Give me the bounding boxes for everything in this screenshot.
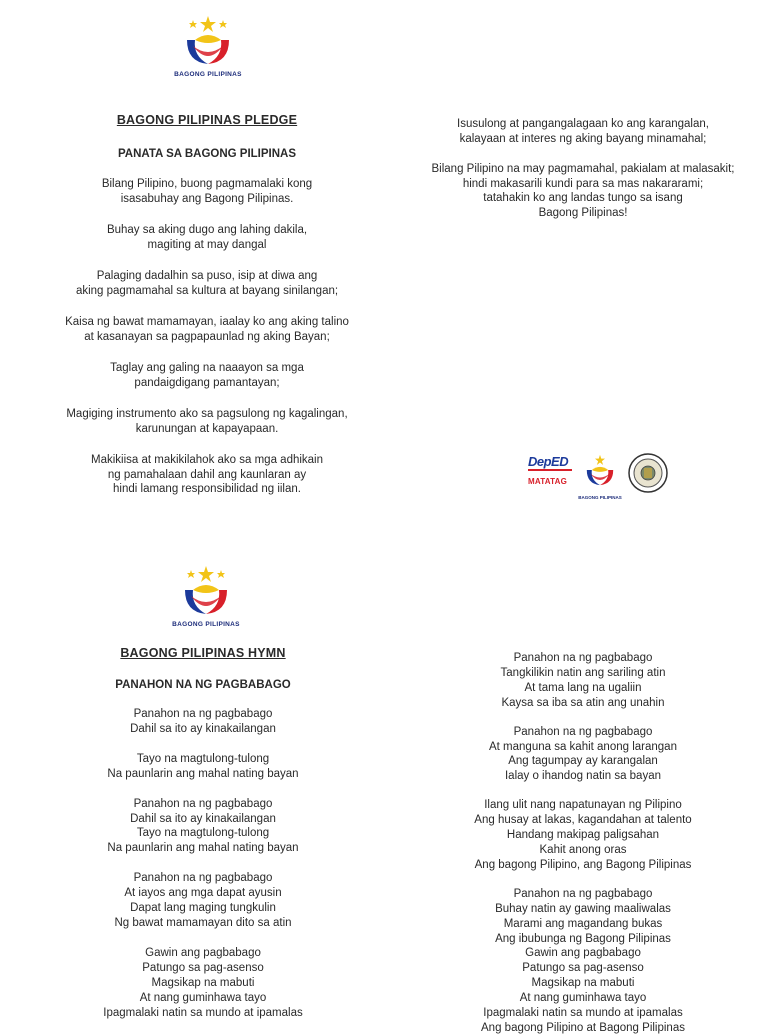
pledge-stanza	[50, 269, 364, 298]
stanza-line: karunungan at kapayapaan.	[135, 422, 279, 435]
stanza-line: Taglay ang galing na naaayon sa mga	[110, 362, 304, 374]
stanza-line: pandaigdigang pamantayan;	[134, 376, 280, 389]
hymn-stanza	[418, 725, 748, 785]
hymn-line: Dapat lang maging tungkulin	[130, 902, 276, 915]
stanza-line: Magiging instrumento ako sa pagsulong ng kagalingan,	[66, 408, 348, 420]
hymn-line: Buhay natin ay gawing maaliwalas	[495, 902, 671, 915]
stanza-line: hindi makasarili kundi para sa mas nakararami;	[462, 177, 704, 190]
pledge-stanza	[50, 361, 364, 390]
hymn-line: Tayo na magtulong-tulong	[136, 752, 270, 765]
stanza-line: Bilang Pilipino, buong pagmamalaki kong	[101, 178, 313, 190]
hymn-line: Ipagmalaki natin sa mundo at ipamalas	[483, 1007, 683, 1020]
stanza-line: tatahakin ko ang landas tungo sa isang	[483, 192, 683, 204]
bagong-pilipinas-logo-small	[578, 450, 622, 500]
hymn-line: Dahil sa ito ay kinakailangan	[130, 722, 276, 735]
hymn-line: Na paunlarin ang mahal nating bayan	[107, 767, 299, 780]
hymn-stanza	[58, 946, 348, 1021]
bagong-pilipinas-logo-top	[173, 10, 243, 80]
hymn-line: Tangkilikin natin ang sariling atin	[500, 666, 666, 679]
hymn-line: Tayo na magtulong-tulong	[136, 827, 270, 840]
stanza-line: Palaging dadalhin sa puso, isip at diwa ang	[96, 270, 318, 282]
hymn-line: Ilang ulit nang napatunayan ng Pilipino	[484, 799, 682, 812]
bagong-pilipinas-emblem	[171, 560, 241, 620]
hymn-subtitle: PANAHON NA NG PAGBABAGO	[115, 679, 291, 691]
hymn-stanza	[58, 707, 348, 737]
hymn-line: Marami ang magandang bukas	[503, 917, 663, 930]
hymn-line: Ang bagong Pilipino at Bagong Pilipinas	[481, 1021, 685, 1034]
pledge-left-column	[50, 113, 364, 497]
hymn-stanza	[418, 798, 748, 873]
stanza-line: isasabuhay ang Bagong Pilipinas.	[120, 192, 294, 205]
logo-caption: BAGONG PILIPINAS	[578, 495, 622, 500]
pledge-right-column	[425, 117, 741, 220]
hymn-line: Kahit anong oras	[539, 843, 627, 856]
hymn-stanza	[418, 651, 748, 711]
pledge-stanza	[50, 177, 364, 206]
hymn-line: Ang tagumpay ay karangalan	[508, 755, 658, 768]
hymn-line: Panahon na ng pagbabago	[133, 797, 273, 810]
stanza-line: Bilang Pilipino na may pagmamahal, pakialam at malasakit;	[431, 163, 735, 175]
hymn-line: Na paunlarin ang mahal nating bayan	[107, 842, 299, 855]
stanza-line: Buhay sa aking dugo ang lahing dakila,	[106, 224, 308, 236]
hymn-line: Ipagmalaki natin sa mundo at ipamalas	[103, 1006, 303, 1019]
hymn-right-column	[418, 651, 748, 1036]
hymn-stanza	[58, 871, 348, 931]
hymn-line: Dahil sa ito ay kinakailangan	[130, 812, 276, 825]
hymn-line: Magsikap na mabuti	[531, 977, 635, 990]
deped-logo	[528, 455, 572, 499]
hymn-line: Patungo sa pag-asenso	[142, 961, 264, 974]
matatag-text: MATATAG	[528, 477, 568, 486]
hymn-title: BAGONG PILIPINAS HYMN	[120, 646, 286, 660]
hymn-line: At nang guminhawa tayo	[519, 992, 647, 1005]
stanza-line: ng pamahalaan dahil ang kaunlaran ay	[107, 468, 307, 481]
stanza-line: at kasanayan sa pagpapaunlad ng aking Bayan;	[84, 330, 330, 343]
hymn-line: Magsikap na mabuti	[151, 976, 255, 989]
hymn-line: At manguna sa kahit anong larangan	[489, 740, 677, 753]
deped-logo-text: DepED	[528, 455, 572, 471]
hymn-line: Ang ibubunga ng Bagong Pilipinas	[495, 932, 671, 945]
pledge-stanza	[50, 223, 364, 252]
bagong-pilipinas-emblem	[578, 450, 622, 490]
hymn-line: Handang makipag paligsahan	[506, 829, 660, 842]
stanza-line: magiting at may dangal	[147, 238, 267, 251]
logo-caption: BAGONG PILIPINAS	[174, 71, 242, 78]
pledge-stanza	[50, 315, 364, 344]
hymn-line: At nang guminhawa tayo	[139, 991, 267, 1004]
hymn-line: Panahon na ng pagbabago	[133, 708, 273, 720]
stanza-line: kalayaan at interes ng aking bayang minamahal;	[459, 132, 707, 145]
hymn-stanza	[58, 752, 348, 782]
hymn-line: Panahon na ng pagbabago	[513, 887, 653, 900]
stanza-line: aking pagmamahal sa kultura at bayang sinilangan;	[75, 284, 339, 297]
hymn-stanza	[58, 797, 348, 857]
logo-caption: BAGONG PILIPINAS	[172, 621, 240, 628]
seal-icon	[628, 453, 668, 493]
hymn-line: Gawin ang pagbabago	[145, 946, 261, 959]
hymn-line: Ng bawat mamamayan dito sa atin	[114, 916, 292, 929]
bagong-pilipinas-emblem	[173, 10, 243, 70]
hymn-line: At tama lang na ugaliin	[524, 681, 642, 694]
hymn-line: Patungo sa pag-asenso	[522, 962, 644, 975]
hymn-line: Panahon na ng pagbabago	[513, 725, 653, 738]
hymn-line: Panahon na ng pagbabago	[513, 652, 653, 664]
pledge-subtitle: PANATA SA BAGONG PILIPINAS	[117, 148, 297, 160]
pledge-stanza	[50, 407, 364, 436]
stanza-line: hindi lamang responsibilidad ng iilan.	[113, 483, 301, 495]
bagong-pilipinas-logo-hymn	[171, 560, 241, 630]
hymn-line: Ang husay at lakas, kagandahan at talento	[474, 814, 692, 827]
hymn-line: Gawin ang pagbabago	[525, 947, 641, 960]
hymn-line: Panahon na ng pagbabago	[133, 872, 273, 885]
pledge-stanza	[50, 453, 364, 497]
hymn-line: At iayos ang mga dapat ayusin	[124, 887, 282, 900]
hymn-line: Kaysa sa iba sa atin ang unahin	[501, 696, 665, 709]
hymn-line: Ang bagong Pilipino, ang Bagong Pilipinas	[474, 858, 692, 871]
official-seal-logo	[628, 453, 668, 493]
stanza-line: Makikiisa at makikilahok ako sa mga adhikain	[90, 454, 324, 466]
stanza-line: Bagong Pilipinas!	[538, 206, 628, 219]
stanza-line: Kaisa ng bawat mamamayan, iaalay ko ang aking talino	[65, 316, 349, 328]
pledge-stanza	[425, 162, 741, 220]
hymn-line: Ialay o ihandog natin sa bayan	[504, 770, 661, 783]
stanza-line: Isusulong at pangangalagaan ko ang karangalan,	[457, 118, 709, 130]
pledge-title: BAGONG PILIPINAS PLEDGE	[116, 113, 298, 127]
hymn-left-column	[58, 646, 348, 1020]
hymn-stanza	[418, 887, 748, 1036]
pledge-stanza	[425, 117, 741, 146]
